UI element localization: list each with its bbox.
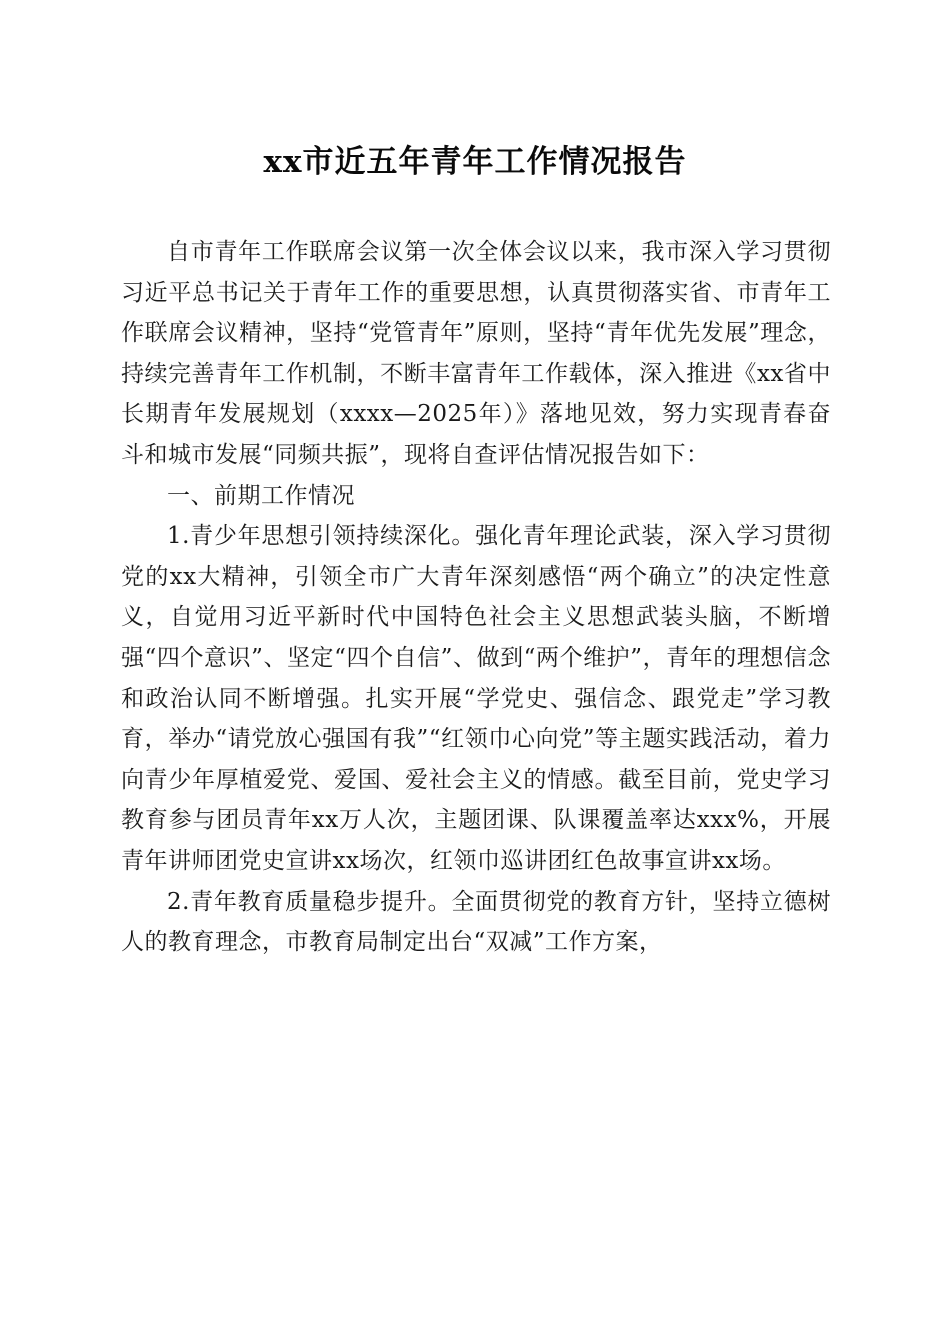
paragraph-item-2: 2.青年教育质量稳步提升。全面贯彻党的教育方针，坚持立德树人的教育理念，市教育局制定出台“双减”工作方案， [121,888,831,956]
document-body [121,232,831,963]
intro-paragraph: 自市青年工作联席会议第一次全体会议以来，我市深入学习贯彻习近平总书记关于青年工作的重要思想，认真贯彻落实省、市青年工作联席会议精神，坚持“党管青年”原则，坚持“青年优先发展”理念，持续完善青年工作机制，不断丰富青年工作载体，深入推进《xx省中长期青年发展规划（xxxx—2025年）》落地见效，努力实现青春奋斗和城市发展“同频共振”，现将自查评估情况报告如下： [121,239,831,468]
paragraph-item-1: 1.青少年思想引领持续深化。强化青年理论武装，深入学习贯彻党的xx大精神，引领全市广大青年深刻感悟“两个确立”的决定性意义，自觉用习近平新时代中国特色社会主义思想武装头脑，不断增强“四个意识”、坚定“四个自信”、做到“两个维护”，青年的理想信念和政治认同不断增强。扎实开展“学党史、强信念、跟党走”学习教育，举办“请党放心强国有我”“红领巾心向党”等主题实践活动，着力向青少年厚植爱党、爱国、爱社会主义的情感。截至目前，党史学习教育参与团员青年xx万人次，主题团课、队课覆盖率达xxx%，开展青年讲师团党史宣讲xx场次，红领巾巡讲团红色故事宣讲xx场。 [121,523,831,874]
document-title: xx市近五年青年工作情况报告 [263,144,687,180]
section-heading: 一、前期工作情况 [167,482,355,509]
